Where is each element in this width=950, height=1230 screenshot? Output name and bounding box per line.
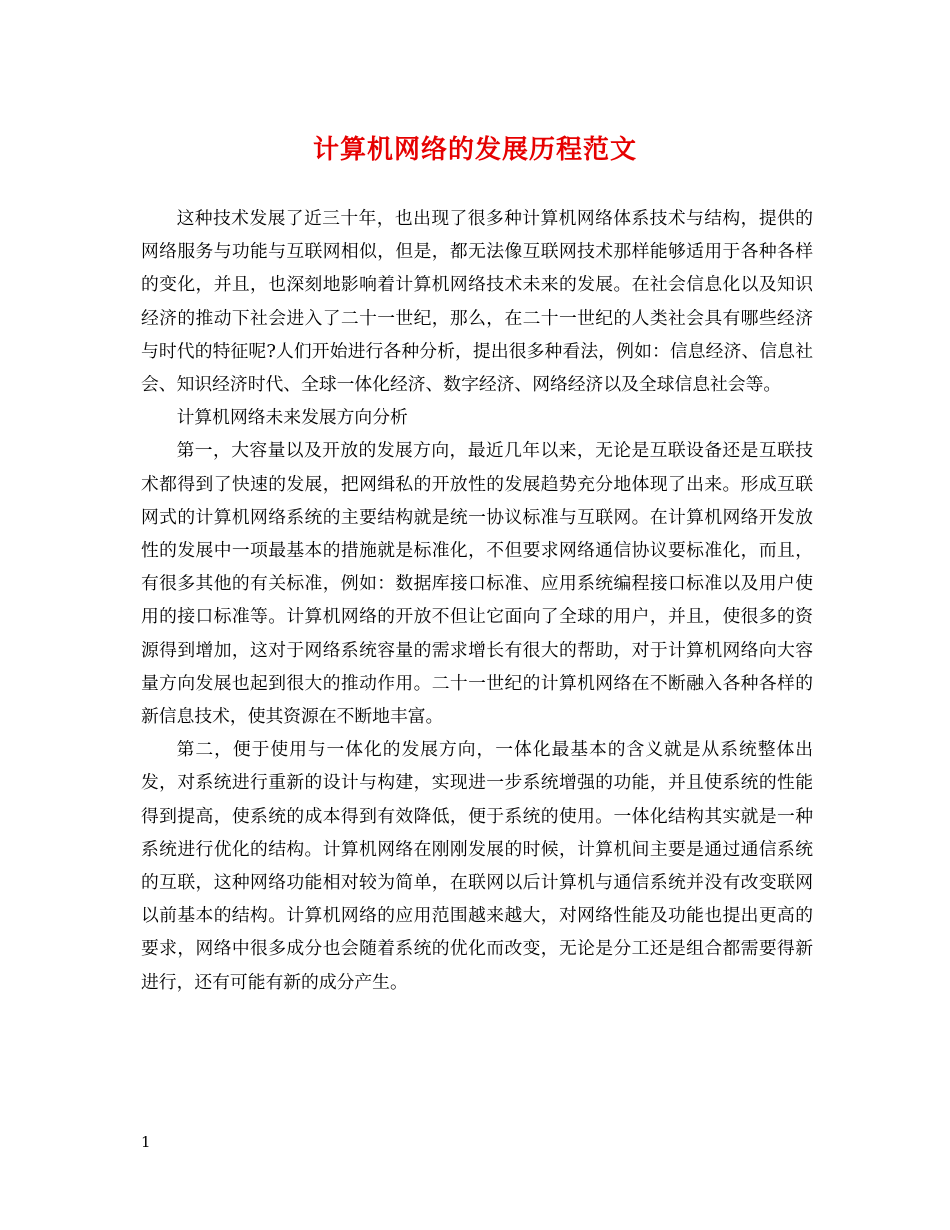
section-heading: 计算机网络未来发展方向分析 bbox=[176, 407, 408, 429]
document-body bbox=[141, 202, 813, 999]
paragraph-intro: 这种技术发展了近三十年，也出现了很多种计算机网络体系技术与结构，提供的网络服务与功能与互联网相似，但是，都无法像互联网技术那样能够适用于各种各样的变化，并且，也深刻地影响着计算机网络技术未来的发展。在社会信息化以及知识经济的推动下社会进入了二十一世纪，那么，在二十一世纪的人类社会具有哪些经济与时代的特征呢?人们开始进行各种分析，提出很多种看法，例如：信息经济、信息社会、知识经济时代、全球一体化经济、数字经济、网络经济以及全球信息社会等。 bbox=[141, 208, 813, 396]
document-title: 计算机网络的发展历程范文 bbox=[312, 135, 637, 165]
page-number: 1 bbox=[141, 1133, 151, 1151]
paragraph-first-direction: 第一，大容量以及开放的发展方向，最近几年以来，无论是互联设备还是互联技术都得到了快速的发展，把网缉私的开放性的发展趋势充分地体现了出来。形成互联网式的计算机网络系统的主要结构就是统一协议标准与互联网。在计算机网络开发放性的发展中一项最基本的措施就是标准化，不但要求网络通信协议要标准化，而且，有很多其他的有关标准，例如：数据库接口标准、应用系统编程接口标准以及用户使用的接口标准等。计算机网络的开放不但让它面向了全球的用户，并且，使很多的资源得到增加，这对于网络系统容量的需求增长有很大的帮助，对于计算机网络向大容量方向发展也起到很大的推动作用。二十一世纪的计算机网络在不断融入各种各样的新信息技术，使其资源在不断地丰富。 bbox=[141, 440, 813, 728]
paragraph-second-direction: 第二，便于使用与一体化的发展方向，一体化最基本的含义就是从系统整体出发，对系统进行重新的设计与构建，实现进一步系统增强的功能，并且使系统的性能得到提高，使系统的成本得到有效降低，便于系统的使用。一体化结构其实就是一种系统进行优化的结构。计算机网络在刚刚发展的时候，计算机间主要是通过通信系统的互联，这种网络功能相对较为简单，在联网以后计算机与通信系统并没有改变联网以前基本的结构。计算机网络的应用范围越来越大，对网络性能及功能也提出更高的要求，网络中很多成分也会随着系统的优化而改变，无论是分工还是组合都需要得新进行，还有可能有新的成分产生。 bbox=[141, 739, 813, 993]
